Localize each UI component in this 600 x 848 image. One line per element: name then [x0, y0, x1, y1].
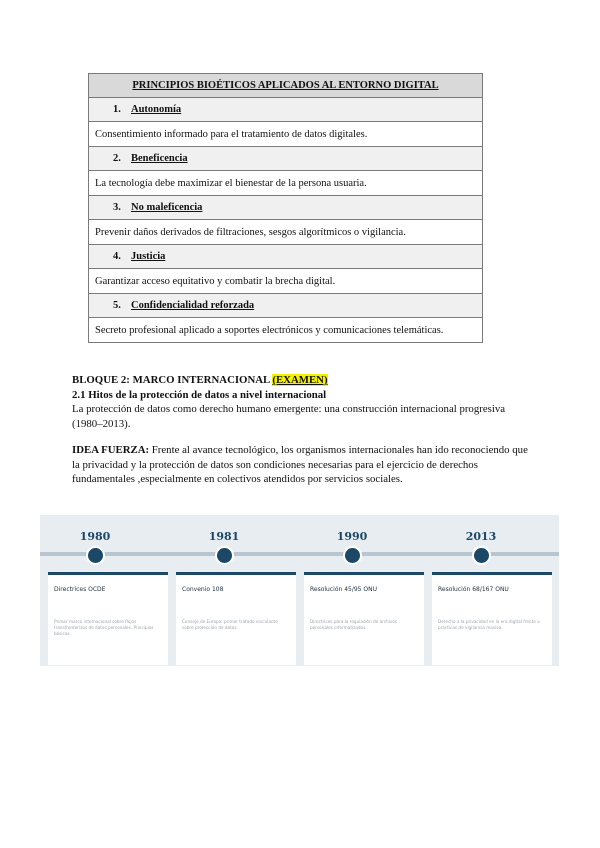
section-subtitle: 2.1 Hitos de la protección de datos a nivel internacional — [72, 388, 327, 401]
idea-text: Frente al avance tecnológico, los organismos internacionales han ido reconociendo que la privacidad y la protección de datos son condiciones necesarias para el ejercicio de derechos fundamentales ,especialmente en colectivos atendidos por servicios sociales. — [72, 444, 528, 485]
timeline-card-text: Primer marco internacional sobre flujos transfronterizos de datos personales. Principios básicos. — [54, 619, 154, 636]
timeline-card-text: Derecho a la privacidad en la era digital frente a prácticas de vigilancia masiva. — [438, 619, 540, 630]
principle-name: Confidencialidad reforzada — [131, 300, 255, 311]
principle-description-row — [89, 122, 483, 147]
timeline-marker — [343, 546, 362, 565]
principle-number: 5. — [113, 300, 121, 311]
timeline-marker — [86, 546, 105, 565]
timeline-card-title: Resolución 45/95 ONU — [310, 586, 378, 593]
timeline-card-title: Directrices OCDE — [54, 586, 106, 593]
principle-row — [89, 147, 483, 171]
block-title-text: BLOQUE 2: MARCO INTERNACIONAL — [72, 374, 273, 386]
principle-number: 2. — [113, 153, 121, 164]
timeline-card — [176, 572, 296, 665]
principle-row — [89, 98, 483, 122]
principle-number: 4. — [113, 251, 121, 262]
timeline-card — [48, 572, 168, 665]
principle-row — [89, 294, 483, 318]
table-header-row — [89, 74, 483, 98]
principle-description-row — [89, 220, 483, 245]
principle-description: Secreto profesional aplicado a soportes electrónicos y comunicaciones telemáticas. — [89, 318, 483, 343]
timeline-card-title: Convenio 108 — [182, 586, 224, 593]
timeline-year: 1990 — [336, 530, 368, 543]
principle-number: 3. — [113, 202, 121, 213]
idea-paragraph — [72, 443, 534, 487]
timeline-figure — [40, 515, 559, 666]
principle-row — [89, 196, 483, 220]
principle-description-row — [89, 171, 483, 196]
idea-label: IDEA FUERZA: — [72, 444, 150, 456]
timeline-card-text: Consejo de Europa: primer tratado vinculante sobre protección de datos. — [182, 619, 278, 630]
timeline-card-text: Directrices para la regulación de archivos personales informatizados. — [310, 619, 398, 630]
principles-table — [88, 73, 483, 343]
principle-name: No maleficencia — [131, 202, 203, 213]
timeline-year: 1981 — [208, 530, 240, 543]
principle-description: Prevenir daños derivados de filtraciones, sesgos algorítmicos o vigilancia. — [89, 220, 483, 245]
principle-description-row — [89, 318, 483, 343]
block-title — [72, 373, 534, 388]
principle-name: Justicia — [131, 251, 166, 262]
principle-description-row — [89, 269, 483, 294]
principle-number: 1. — [113, 104, 121, 115]
timeline-card — [304, 572, 424, 665]
intro-paragraph: La protección de datos como derecho humano emergente: una construcción internacional progresiva (1980–2013). — [72, 403, 506, 430]
principle-description: Garantizar acceso equitativo y combatir la brecha digital. — [89, 269, 483, 294]
table-header: PRINCIPIOS BIOÉTICOS APLICADOS AL ENTORNO DIGITAL — [89, 74, 483, 98]
timeline-card — [432, 572, 552, 665]
principle-description: Consentimiento informado para el tratamiento de datos digitales. — [89, 122, 483, 147]
principle-description: La tecnología debe maximizar el bienestar de la persona usuaria. — [89, 171, 483, 196]
timeline-marker — [215, 546, 234, 565]
timeline-year: 1980 — [79, 530, 111, 543]
principle-row — [89, 245, 483, 269]
principle-name: Beneficencia — [131, 153, 188, 164]
timeline-year: 2013 — [465, 530, 497, 543]
exam-highlight: (EXAMEN) — [272, 374, 328, 386]
principle-name: Autonomía — [131, 104, 182, 115]
timeline-card-title: Resolución 68/167 ONU — [438, 586, 509, 593]
section-text — [72, 373, 534, 487]
timeline-marker — [472, 546, 491, 565]
